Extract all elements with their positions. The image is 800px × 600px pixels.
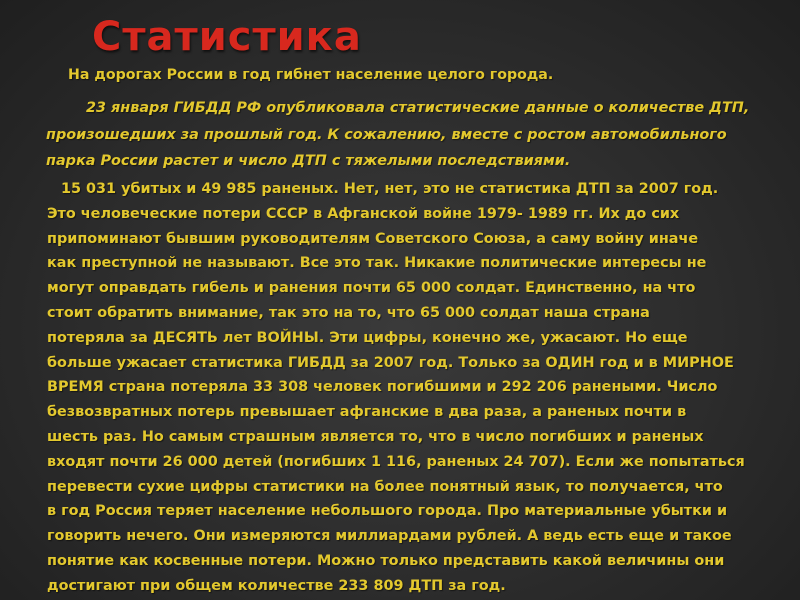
comparison-line: стоит обратить внимание, так это на то, что 65 000 солдат наша страна [47,304,650,321]
report-line: парка России растет и число ДТП с тяжелыми последствиями. [46,153,571,169]
comparison-line: шесть раз. Но самым страшным является то, что в число погибших и раненых [47,428,704,445]
report-paragraph [46,95,749,175]
comparison-line: как преступной не называют. Все это так. Никакие политические интересы не [47,255,707,272]
slide-title: Статистика [92,14,362,60]
comparison-line: 15 031 убитых и 49 985 раненых. Нет, нет, это не статистика ДТП за 2007 год. [61,181,719,197]
comparison-line: безвозвратных потерь превышает афганские в два раза, а раненых почти в [47,404,687,421]
comparison-line: потеряла за ДЕСЯТЬ лет ВОЙНЫ. Эти цифры, конечно же, ужасают. Но еще [47,329,688,346]
comparison-line: больше ужасает статистика ГИБДД за 2007 год. Только за ОДИН год и в МИРНОЕ [47,354,734,371]
intro-paragraph: На дорогах России в год гибнет население целого города. [68,67,554,83]
comparison-line: в год Россия теряет население небольшого города. Про материальные убытки и [47,503,728,520]
comparison-paragraph [47,177,745,599]
comparison-line: припоминают бывшим руководителям Советского Союза, а саму войну иначе [47,230,699,247]
comparison-line: понятие как косвенные потери. Можно только представить какой величины они [47,552,725,569]
comparison-line: ВРЕМЯ страна потеряла 33 308 человек погибшими и 292 206 ранеными. Число [47,379,718,396]
comparison-line: достигают при общем количестве 233 809 ДТП за год. [47,577,506,594]
comparison-line: могут оправдать гибель и ранения почти 65 000 солдат. Единственно, на что [47,280,696,297]
comparison-line: перевести сухие цифры статистики на более понятный язык, то получается, что [47,478,723,495]
comparison-line: Это человеческие потери СССР в Афганской войне 1979- 1989 гг. Их до сих [47,205,680,222]
report-line: 23 января ГИБДД РФ опубликовала статистические данные о количестве ДТП, [86,100,750,116]
comparison-line: входят почти 26 000 детей (погибших 1 116, раненых 24 707). Если же попытаться [47,453,745,470]
comparison-line: говорить нечего. Они измеряются миллиардами рублей. А ведь есть еще и такое [47,528,732,545]
report-line: произошедших за прошлый год. К сожалению, вместе с ростом автомобильного [46,126,727,143]
